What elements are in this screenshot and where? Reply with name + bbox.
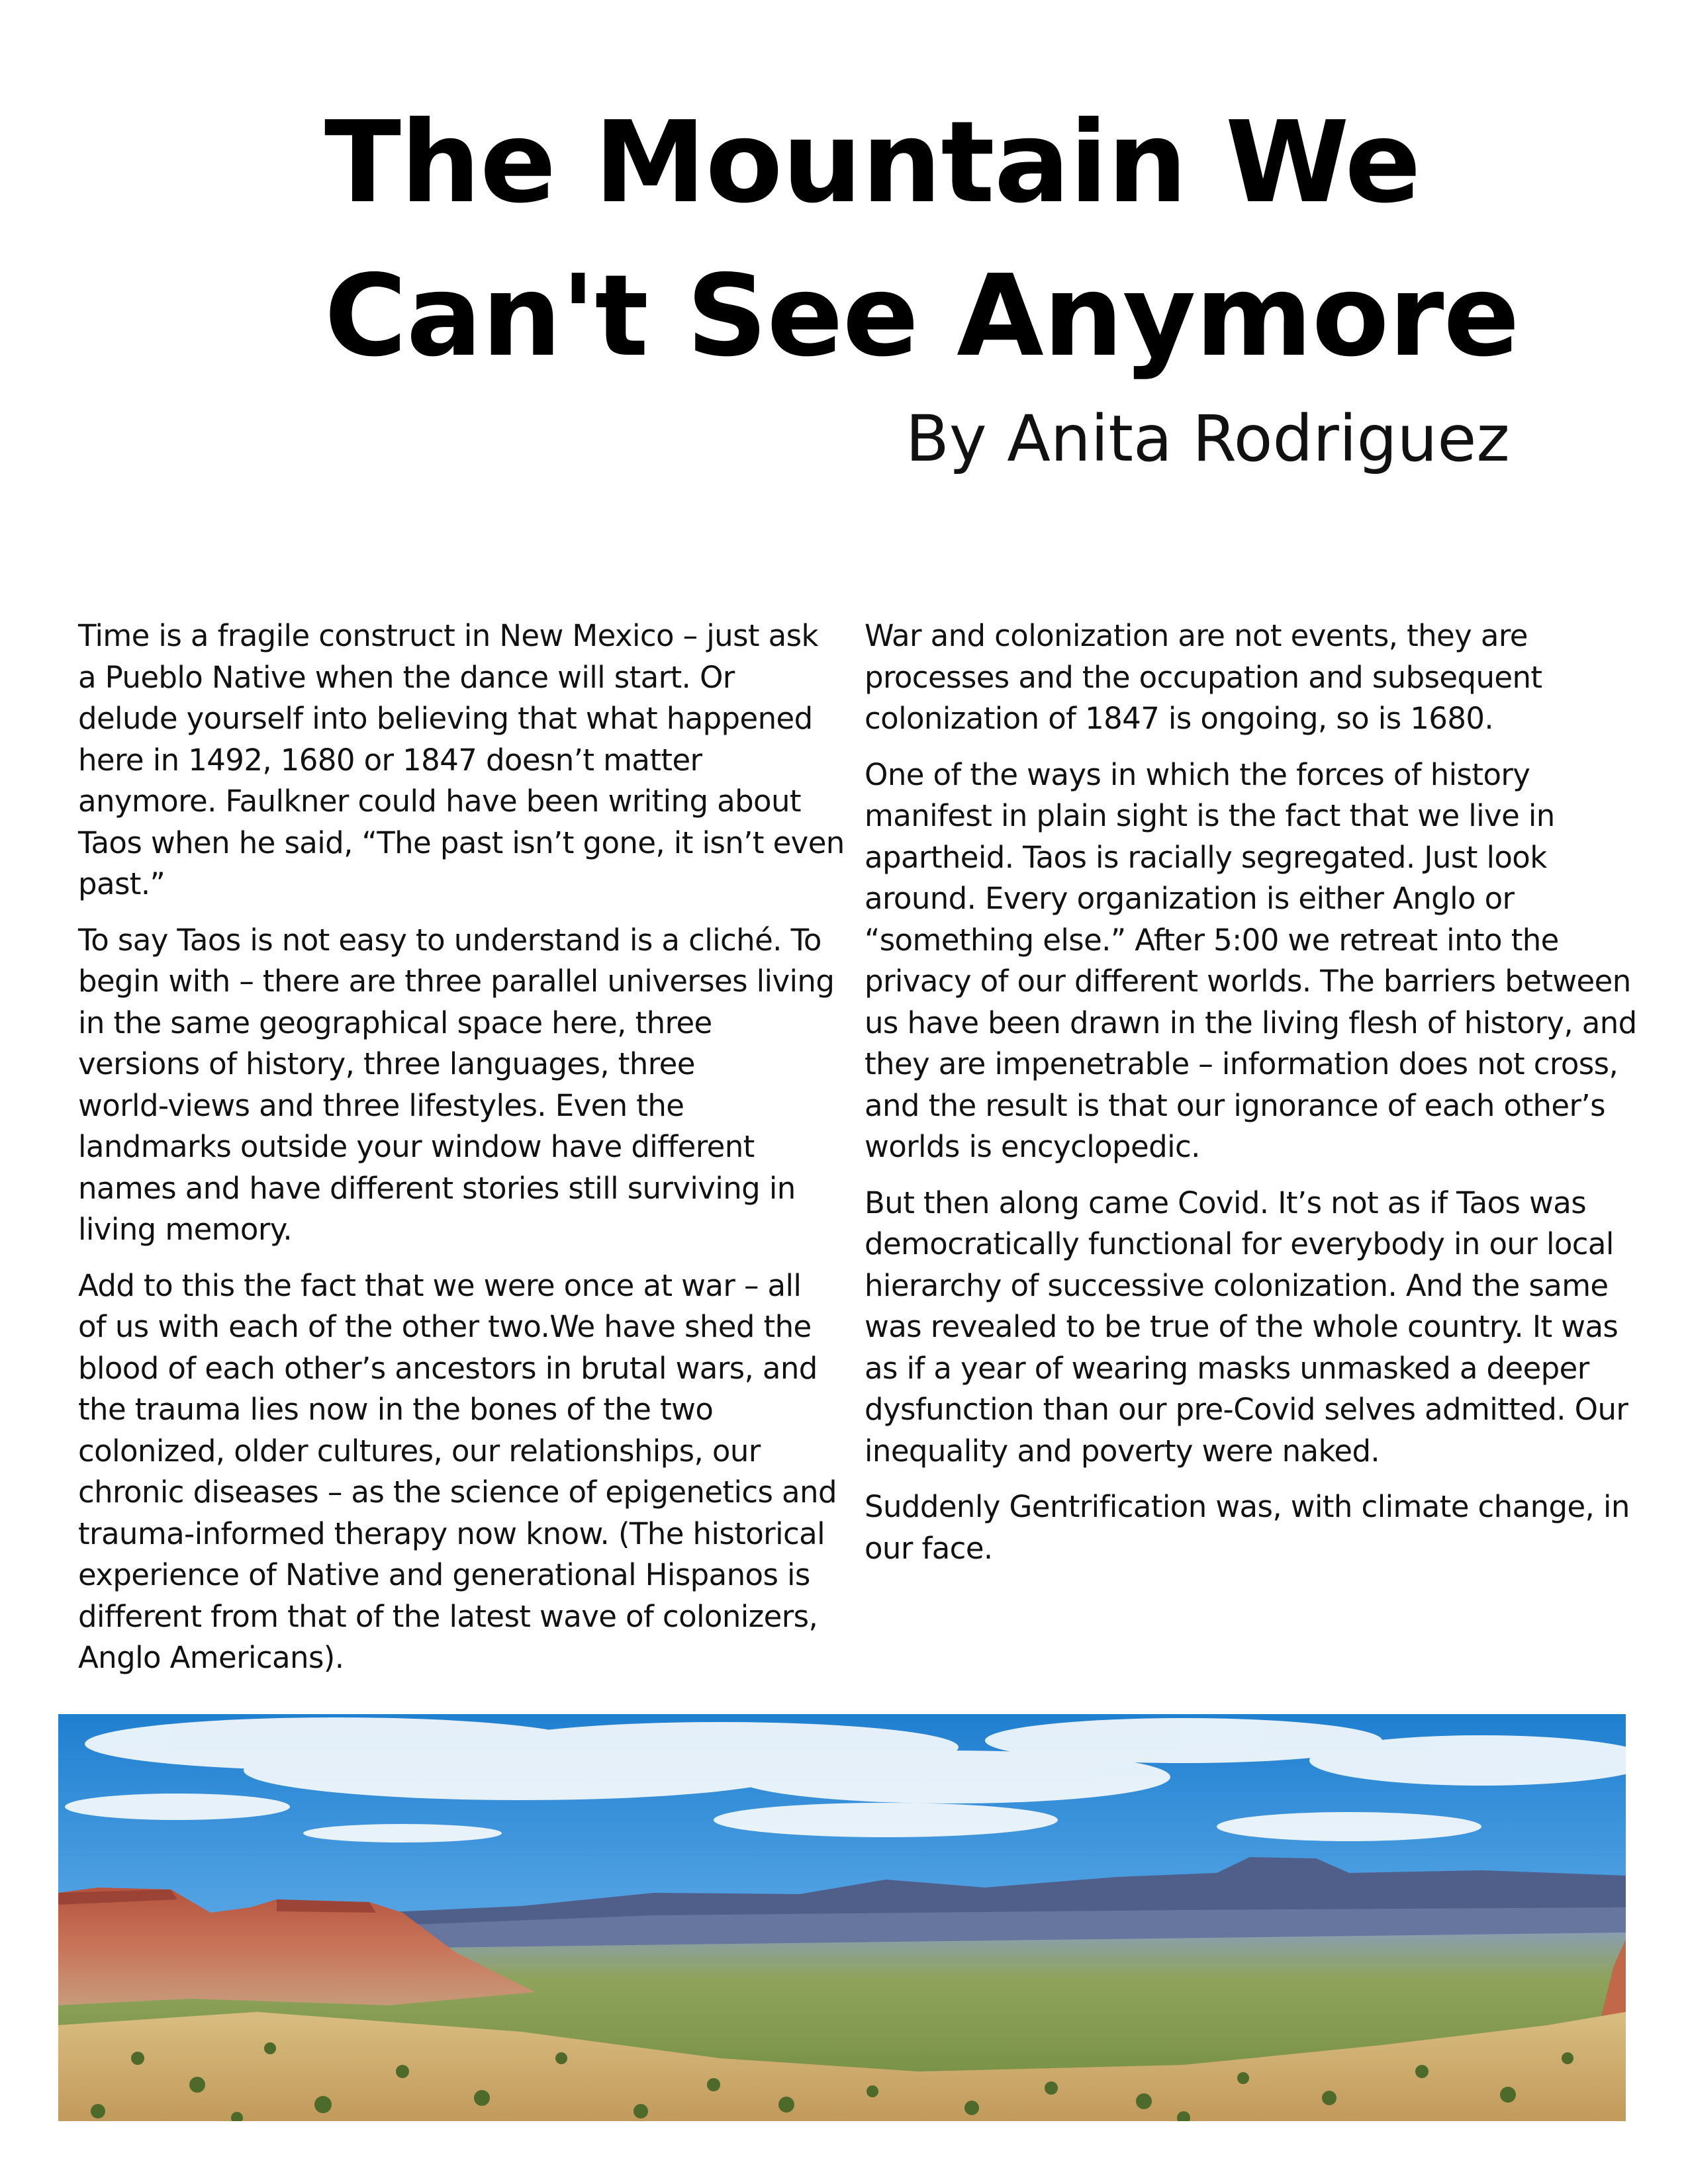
text-line: of us with each of the other two.We have shed the xyxy=(78,1309,812,1344)
text-line: colonization of 1847 is ongoing, so is 1680. xyxy=(865,701,1494,736)
text-line: in the same geographical space here, three xyxy=(78,1005,712,1040)
text-line: colonized, older cultures, our relationships, our xyxy=(78,1433,761,1469)
text-line: landmarks outside your window have different xyxy=(78,1129,755,1164)
text-line: as if a year of wearing masks unmasked a deeper xyxy=(865,1350,1589,1386)
text-line: world-views and three lifestyles. Even the xyxy=(78,1087,684,1123)
text-line: worlds is encyclopedic. xyxy=(865,1129,1200,1164)
byline: By Anita Rodriguez xyxy=(906,402,1510,476)
text-line: War and colonization are not events, they are xyxy=(865,618,1528,653)
text-line: and the result is that our ignorance of each other’s xyxy=(865,1087,1605,1123)
text-line: manifest in plain sight is the fact that we live in xyxy=(865,798,1555,833)
article-title xyxy=(324,86,1582,393)
right-paragraph-2 xyxy=(865,754,1637,1168)
text-line: they are impenetrable – information does not cross, xyxy=(865,1046,1618,1081)
text-line: Time is a fragile construct in New Mexico – just ask xyxy=(78,618,818,653)
landscape-photo xyxy=(58,1714,1626,2121)
right-paragraph-4 xyxy=(865,1486,1630,1569)
text-line: here in 1492, 1680 or 1847 doesn’t matter xyxy=(78,742,702,778)
text-line: anymore. Faulkner could have been writing about xyxy=(78,784,801,819)
text-line: the trauma lies now in the bones of the two xyxy=(78,1392,714,1427)
left-column xyxy=(78,615,845,1694)
text-line: delude yourself into believing that what happened xyxy=(78,701,813,736)
left-paragraph-3 xyxy=(78,1265,837,1679)
text-line: hierarchy of successive colonization. And the same xyxy=(865,1267,1609,1303)
text-line: trauma-informed therapy now know. (The historical xyxy=(78,1516,825,1551)
text-line: Add to this the fact that we were once at war – all xyxy=(78,1267,802,1303)
text-line: experience of Native and generational Hispanos is xyxy=(78,1557,810,1592)
text-line: names and have different stories still surviving in xyxy=(78,1170,796,1206)
left-paragraph-2 xyxy=(78,920,835,1251)
text-line: apartheid. Taos is racially segregated. Just look xyxy=(865,839,1547,875)
text-line: blood of each other’s ancestors in brutal wars, and xyxy=(78,1350,818,1386)
text-line: different from that of the latest wave of colonizers, xyxy=(78,1598,818,1634)
title-line-2: Can't See Anymore xyxy=(324,251,1519,382)
right-paragraph-3 xyxy=(865,1183,1628,1473)
text-line: processes and the occupation and subsequent xyxy=(865,659,1542,695)
title-line-1: The Mountain We xyxy=(324,97,1421,228)
text-line: But then along came Covid. It’s not as if Taos was xyxy=(865,1185,1587,1220)
right-paragraph-1 xyxy=(865,615,1622,740)
text-line: democratically functional for everybody in our local xyxy=(865,1226,1614,1261)
text-line: privacy of our different worlds. The barriers between xyxy=(865,964,1631,999)
text-line: One of the ways in which the forces of history xyxy=(865,756,1530,792)
text-line: living memory. xyxy=(78,1212,293,1247)
text-line: To say Taos is not easy to understand is a cliché. To xyxy=(78,922,821,958)
left-paragraph-1 xyxy=(78,615,845,905)
text-line: our face. xyxy=(865,1530,993,1566)
text-line: was revealed to be true of the whole country. It was xyxy=(865,1309,1618,1344)
text-line: inequality and poverty were naked. xyxy=(865,1433,1380,1469)
text-line: Suddenly Gentrification was, with climate change, in xyxy=(865,1489,1630,1524)
text-line: past.” xyxy=(78,866,165,901)
text-line: begin with – there are three parallel universes living xyxy=(78,964,835,999)
text-line: versions of history, three languages, three xyxy=(78,1046,695,1081)
text-line: around. Every organization is either Anglo or xyxy=(865,881,1515,916)
text-line: a Pueblo Native when the dance will start. Or xyxy=(78,659,735,695)
text-line: “something else.” After 5:00 we retreat into the xyxy=(865,922,1559,958)
text-line: Taos when he said, “The past isn’t gone, it isn’t even xyxy=(78,825,845,860)
text-line: chronic diseases – as the science of epigenetics and xyxy=(78,1475,837,1510)
text-line: Anglo Americans). xyxy=(78,1640,344,1675)
text-line: dysfunction than our pre-Covid selves admitted. Our xyxy=(865,1392,1628,1427)
text-line: us have been drawn in the living flesh of history, and xyxy=(865,1005,1637,1040)
right-column xyxy=(865,615,1637,1584)
